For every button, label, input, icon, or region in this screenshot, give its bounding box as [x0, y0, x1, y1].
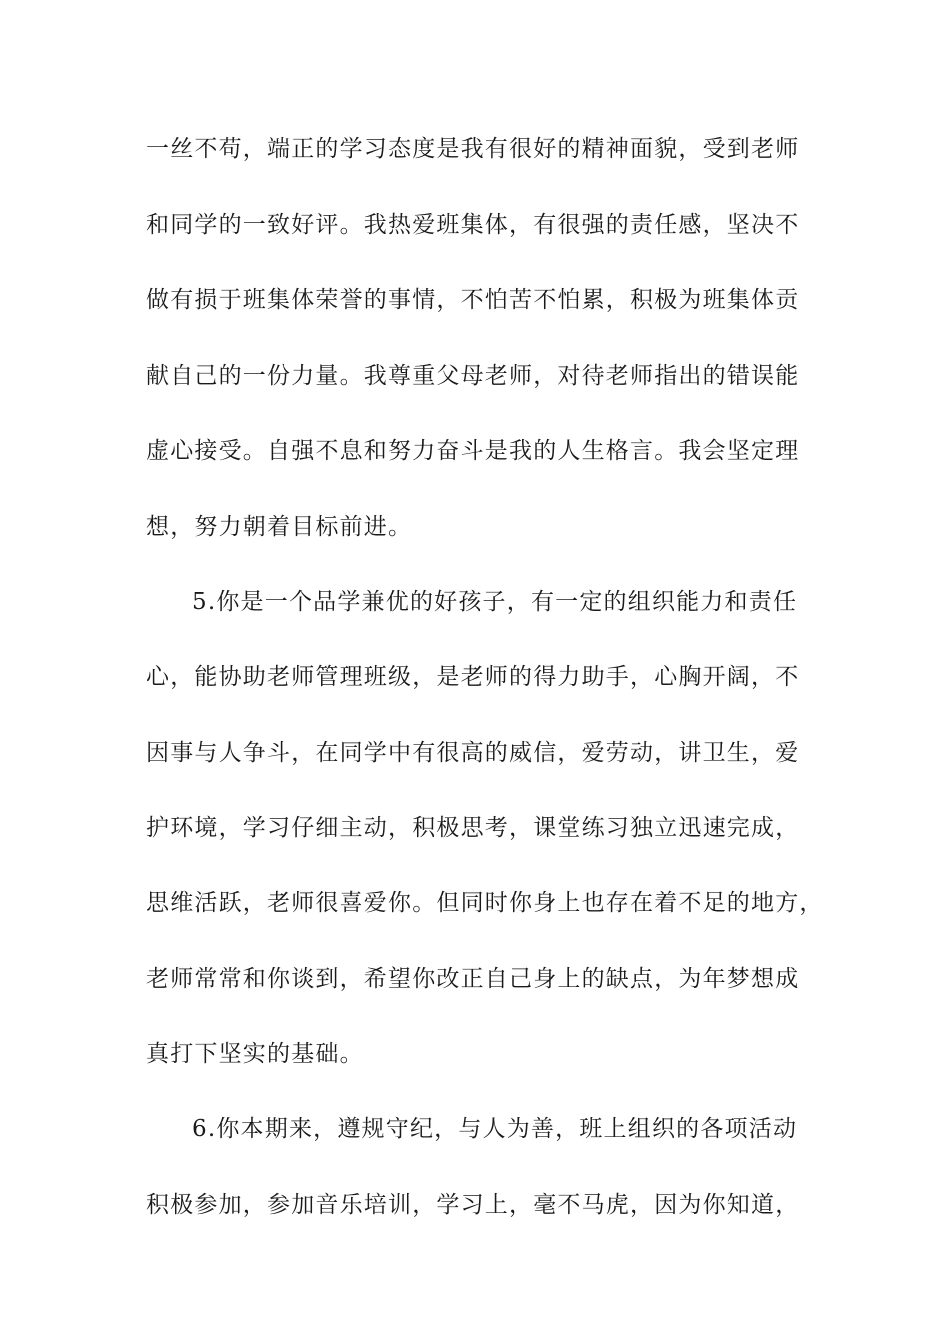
paragraph-start-line: 6.你本期来，遵规守纪，与人为善，班上组织的各项活动 [192, 1116, 798, 1142]
text-line: 老师常常和你谈到，希望你改正自己身上的缺点，为年梦想成 [146, 966, 800, 992]
text-line: 想，努力朝着目标前进。 [146, 514, 413, 540]
paragraph-start-line: 5.你是一个品学兼优的好孩子，有一定的组织能力和责任 [192, 589, 798, 615]
text-line: 做有损于班集体荣誉的事情，不怕苦不怕累，积极为班集体贡 [146, 287, 800, 313]
text-line: 真打下坚实的基础。 [146, 1041, 364, 1067]
text-line: 心，能协助老师管理班级，是老师的得力助手，心胸开阔，不 [146, 664, 800, 690]
text-line: 一丝不苟，端正的学习态度是我有很好的精神面貌，受到老师 [146, 136, 800, 162]
text-line: 虚心接受。自强不息和努力奋斗是我的人生格言。我会坚定理 [146, 438, 800, 464]
text-line: 因事与人争斗，在同学中有很高的威信，爱劳动，讲卫生，爱 [146, 740, 800, 766]
text-line: 护环境，学习仔细主动，积极思考，课堂练习独立迅速完成， [146, 815, 800, 841]
text-line: 献自己的一份力量。我尊重父母老师，对待老师指出的错误能 [146, 363, 800, 389]
text-line: 思维活跃，老师很喜爱你。但同时你身上也存在着不足的地方， [146, 890, 824, 916]
text-line: 积极参加，参加音乐培训，学习上，毫不马虎，因为你知道， [146, 1192, 800, 1218]
text-line: 和同学的一致好评。我热爱班集体，有很强的责任感，坚决不 [146, 212, 800, 238]
